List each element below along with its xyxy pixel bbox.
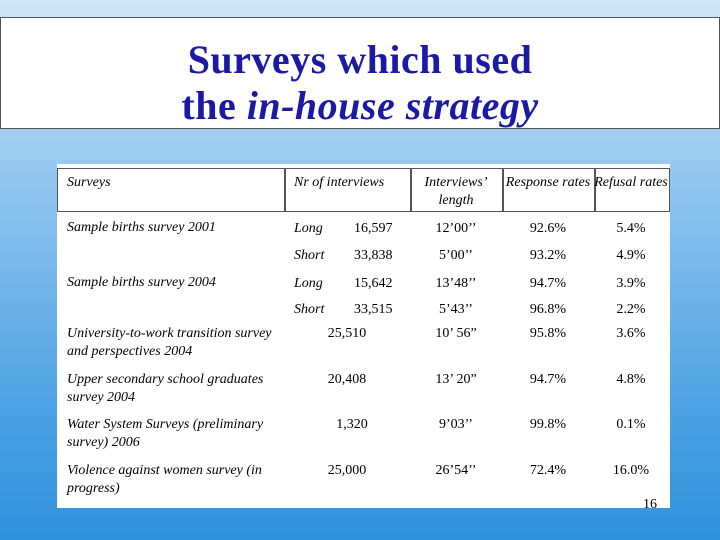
header-refusal-rates: Refusal rates [594, 175, 668, 190]
row-interviews: 25,000 [327, 463, 367, 478]
row-survey: Violence against women survey (in progress) [67, 463, 262, 496]
header-surveys: Surveys [67, 175, 111, 190]
row-survey: Upper secondary school graduates survey 2004 [67, 372, 264, 405]
row-length: 13’48’’ [435, 276, 477, 291]
row-length: 5’00’’ [439, 248, 473, 263]
title-italic: in-house strategy [246, 83, 539, 128]
row-interviews: 33,515 [354, 302, 393, 317]
row-length: 10’ 56” [435, 326, 477, 341]
slide-title-line-2 [1, 82, 719, 129]
row-survey: Sample births survey 2004 [67, 275, 216, 290]
page-number: 16 [643, 497, 657, 512]
row-refusal: 3.9% [616, 276, 646, 291]
row-length: 5’43’’ [439, 302, 473, 317]
row-length: 12’00’’ [435, 221, 477, 236]
row-response: 95.8% [529, 326, 567, 341]
row-type: Long [294, 221, 323, 236]
row-survey: Sample births survey 2001 [67, 220, 216, 235]
row-refusal: 5.4% [616, 221, 646, 236]
row-refusal: 4.8% [616, 372, 646, 387]
row-refusal: 2.2% [616, 302, 646, 317]
row-interviews: 20,408 [327, 372, 367, 387]
row-interviews: 16,597 [354, 221, 393, 236]
header-nr-interviews: Nr of interviews [294, 175, 385, 190]
row-type: Long [294, 276, 323, 291]
row-interviews: 1,320 [336, 417, 368, 432]
title-prefix: the [181, 83, 247, 128]
row-response: 94.7% [529, 276, 567, 291]
row-survey: University-to-work transition survey and perspectives 2004 [67, 326, 272, 359]
row-refusal: 0.1% [616, 417, 646, 432]
row-length: 26’54’’ [435, 463, 477, 478]
row-response: 92.6% [529, 221, 567, 236]
row-interviews: 25,510 [327, 326, 367, 341]
row-type: Short [294, 302, 325, 317]
title-box [0, 17, 720, 129]
row-interviews: 15,642 [354, 276, 393, 291]
row-interviews: 33,838 [354, 248, 393, 263]
table-panel [57, 164, 670, 508]
row-response: 94.7% [529, 372, 567, 387]
row-refusal: 4.9% [616, 248, 646, 263]
row-length: 9’03’’ [439, 417, 473, 432]
row-refusal: 3.6% [616, 326, 646, 341]
row-response: 72.4% [529, 463, 567, 478]
header-interviews-length: Interviews’ length [424, 175, 488, 208]
header-response-rates: Response rates [505, 175, 591, 190]
row-length: 13’ 20” [435, 372, 477, 387]
row-response: 93.2% [529, 248, 567, 263]
row-refusal: 16.0% [612, 463, 650, 478]
row-survey: Water System Surveys (preliminary survey) 2006 [67, 417, 264, 450]
row-response: 99.8% [529, 417, 567, 432]
row-response: 96.8% [529, 302, 567, 317]
slide-title-line-1: Surveys which used [187, 37, 533, 82]
row-type: Short [294, 248, 325, 263]
